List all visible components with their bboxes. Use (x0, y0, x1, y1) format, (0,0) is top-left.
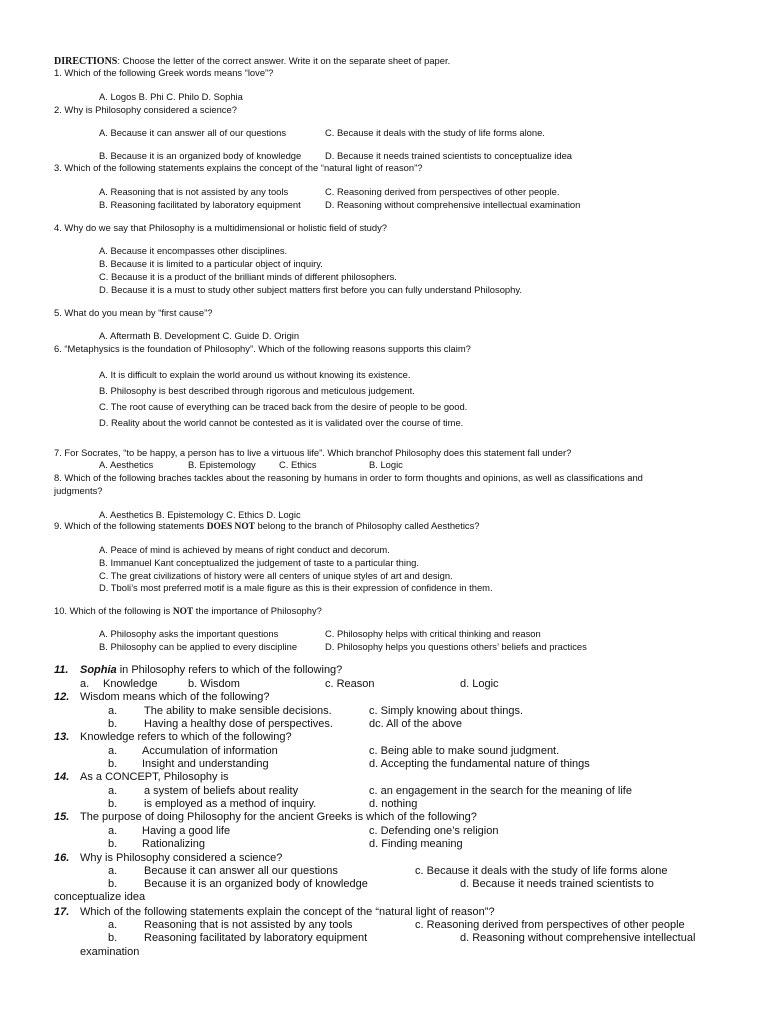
q16-choice-c: c. Because it deals with the study of life forms alone (415, 865, 668, 877)
q17-choice-c: c. Reasoning derived from perspectives of other people (415, 919, 685, 931)
q11-letter-a: a. (80, 678, 90, 690)
q16-choice-d: d. Because it needs trained scientists to (460, 878, 654, 890)
q9-emphasis: DOES NOT (206, 522, 255, 532)
q14-choice-d: d. nothing (369, 798, 418, 810)
q2-stem: 2. Why is Philosophy considered a science? (54, 104, 237, 115)
q2-choice-a: A. Because it can answer all of our questions (99, 127, 287, 138)
q11-term: Sophia (80, 664, 117, 676)
q16-letter-b: b. (108, 878, 118, 890)
q17-choice-d: d. Reasoning without comprehensive intellectual (460, 932, 696, 944)
q11-stem (80, 664, 342, 677)
q14-number: 14. (54, 771, 70, 783)
q1-stem: 1. Which of the following Greek words means “love”? (54, 67, 274, 78)
q16-choice-b: Because it is an organized body of knowledge (144, 878, 368, 890)
q16-choice-a: Because it can answer all our questions (144, 865, 338, 877)
q14-letter-b: b. (108, 798, 118, 810)
q10-choice-b: B. Philosophy can be applied to every discipline (99, 641, 298, 652)
q17-stem: Which of the following statements explain the concept of the “natural light of reason”? (80, 906, 495, 918)
q8-stem-cont: judgments? (54, 485, 103, 496)
directions-label: DIRECTIONS (54, 56, 118, 67)
q2-choice-c: C. Because it deals with the study of life forms alone. (325, 127, 545, 138)
q17-choice-b: Reasoning facilitated by laboratory equipment (144, 932, 368, 944)
q15-letter-a: a. (108, 825, 118, 837)
q15-letter-b: b. (108, 838, 118, 850)
q12-number: 12. (54, 691, 70, 703)
q13-letter-b: b. (108, 758, 118, 770)
q6-choice-d: D. Reality about the world cannot be contested as it is validated over the course of time. (99, 417, 464, 428)
q5-choices: A. Aftermath B. Development C. Guide D. Origin (99, 330, 300, 341)
q7-choice-c: C. Ethics (279, 459, 317, 470)
q7-stem: 7. For Socrates, “to be happy, a person has to live a virtuous life”. Which branchof Philosophy does this statement fall under? (54, 447, 572, 458)
q4-choice-a: A. Because it encompasses other disciplines. (99, 245, 288, 256)
q12-letter-a: a. (108, 705, 118, 717)
q16-number: 16. (54, 852, 70, 864)
q17-choice-d-cont: examination (80, 946, 140, 958)
q2-choice-d: D. Because it needs trained scientists to conceptualize idea (325, 150, 573, 161)
q10-choice-c: C. Philosophy helps with critical thinking and reason (325, 628, 541, 639)
q17-letter-b: b. (108, 932, 118, 944)
q9-choice-b: B. Immanuel Kant conceptualized the judgement of taste to a particular thing. (99, 557, 419, 568)
q2-choice-b: B. Because it is an organized body of knowledge (99, 150, 302, 161)
q9-stem-pre: 9. Which of the following statements (54, 520, 207, 531)
q14-choice-a: a system of beliefs about reality (144, 785, 299, 797)
q16-choice-d-cont: conceptualize idea (54, 891, 146, 903)
q11-choice-a: Knowledge (103, 678, 158, 690)
directions-line (54, 55, 450, 67)
q6-choice-a: A. It is difficult to explain the world around us without knowing its existence. (99, 369, 411, 380)
q10-stem (54, 605, 322, 618)
q14-choice-b: is employed as a method of inquiry. (144, 798, 317, 810)
q10-choice-a: A. Philosophy asks the important questions (99, 628, 279, 639)
q6-choice-c: C. The root cause of everything can be traced back from the desire of people to be good. (99, 401, 468, 412)
q13-choice-d: d. Accepting the fundamental nature of things (369, 758, 590, 770)
q1-choices: A. Logos B. Phi C. Philo D. Sophia (99, 91, 243, 102)
q9-stem (54, 520, 480, 533)
q17-choice-a: Reasoning that is not assisted by any tools (144, 919, 353, 931)
q17-letter-a: a. (108, 919, 118, 931)
q12-stem: Wisdom means which of the following? (80, 691, 270, 703)
q4-choice-d: D. Because it is a must to study other subject matters first before you can fully understand Philosophy. (99, 284, 522, 295)
q13-choice-a: Accumulation of information (142, 745, 278, 757)
q4-stem: 4. Why do we say that Philosophy is a multidimensional or holistic field of study? (54, 222, 387, 233)
q4-choice-c: C. Because it is a product of the brilliant minds of different philosophers. (99, 271, 397, 282)
q3-choice-a: A. Reasoning that is not assisted by any tools (99, 186, 289, 197)
q12-choice-b: Having a healthy dose of perspectives. (144, 718, 333, 730)
q13-stem: Knowledge refers to which of the following? (80, 731, 292, 743)
q12-letter-b: b. (108, 718, 118, 730)
q3-stem: 3. Which of the following statements explains the concept of the “natural light of reason”? (54, 162, 423, 173)
q4-choice-b: B. Because it is limited to a particular object of inquiry. (99, 258, 323, 269)
q17-number: 17. (54, 906, 70, 918)
q11-choice-b: b. Wisdom (188, 678, 240, 690)
q11-choice-c: c. Reason (325, 678, 375, 690)
q13-letter-a: a. (108, 745, 118, 757)
q9-choice-a: A. Peace of mind is achieved by means of right conduct and decorum. (99, 544, 390, 555)
q6-stem: 6. “Metaphysics is the foundation of Philosophy”. Which of the following reasons supports this claim? (54, 343, 471, 354)
q13-choice-b: Insight and understanding (142, 758, 269, 770)
q15-choice-b: Rationalizing (142, 838, 205, 850)
q8-choices: A. Aesthetics B. Epistemology C. Ethics D. Logic (99, 509, 301, 520)
q10-stem-post: the importance of Philosophy? (193, 605, 322, 616)
q14-choice-c: c. an engagement in the search for the meaning of life (369, 785, 632, 797)
q5-stem: 5. What do you mean by “first cause”? (54, 307, 213, 318)
q15-number: 15. (54, 811, 70, 823)
q12-choice-c: c. Simply knowing about things. (369, 705, 524, 717)
q9-choice-c: C. The great civilizations of history were all centers of unique styles of art and design. (99, 570, 453, 581)
q13-number: 13. (54, 731, 70, 743)
q7-choice-b: B. Epistemology (188, 459, 256, 470)
q3-choice-b: B. Reasoning facilitated by laboratory equipment (99, 199, 301, 210)
directions-text: : Choose the letter of the correct answer. Write it on the separate sheet of paper. (117, 55, 451, 66)
q9-choice-d: D. Tboli’s most preferred motif is a male figure as this is their expression of confidence in them. (99, 582, 493, 593)
q12-choice-d: dc. All of the above (369, 718, 462, 730)
q15-stem: The purpose of doing Philosophy for the ancient Greeks is which of the following? (80, 811, 477, 823)
q6-choice-b: B. Philosophy is best described through rigorous and meticulous judgement. (99, 385, 415, 396)
q14-stem: As a CONCEPT, Philosophy is (80, 771, 229, 783)
q9-stem-post: belong to the branch of Philosophy called Aesthetics? (254, 520, 480, 531)
q7-choice-a: A. Aesthetics (99, 459, 154, 470)
q8-stem: 8. Which of the following braches tackles about the reasoning by humans in order to form thoughts and opinions, as well as classifications and (54, 472, 643, 483)
q16-letter-a: a. (108, 865, 118, 877)
q11-number: 11. (54, 664, 69, 676)
q10-stem-pre: 10. Which of the following is (54, 605, 173, 616)
q10-emphasis: NOT (172, 607, 194, 617)
q15-choice-c: c. Defending one’s religion (369, 825, 499, 837)
q11-stem-text: in Philosophy refers to which of the following? (116, 664, 343, 676)
q11-choice-d: d. Logic (460, 678, 499, 690)
q15-choice-d: d. Finding meaning (369, 838, 463, 850)
q12-choice-a: The ability to make sensible decisions. (144, 705, 332, 717)
q15-choice-a: Having a good life (142, 825, 231, 837)
q3-choice-c: C. Reasoning derived from perspectives of other people. (325, 186, 560, 197)
q3-choice-d: D. Reasoning without comprehensive intellectual examination (325, 199, 581, 210)
q10-choice-d: D. Philosophy helps you questions others’ beliefs and practices (325, 641, 587, 652)
q14-letter-a: a. (108, 785, 118, 797)
q16-stem: Why is Philosophy considered a science? (80, 852, 283, 864)
q7-choice-d: B. Logic (369, 459, 403, 470)
q13-choice-c: c. Being able to make sound judgment. (369, 745, 560, 757)
